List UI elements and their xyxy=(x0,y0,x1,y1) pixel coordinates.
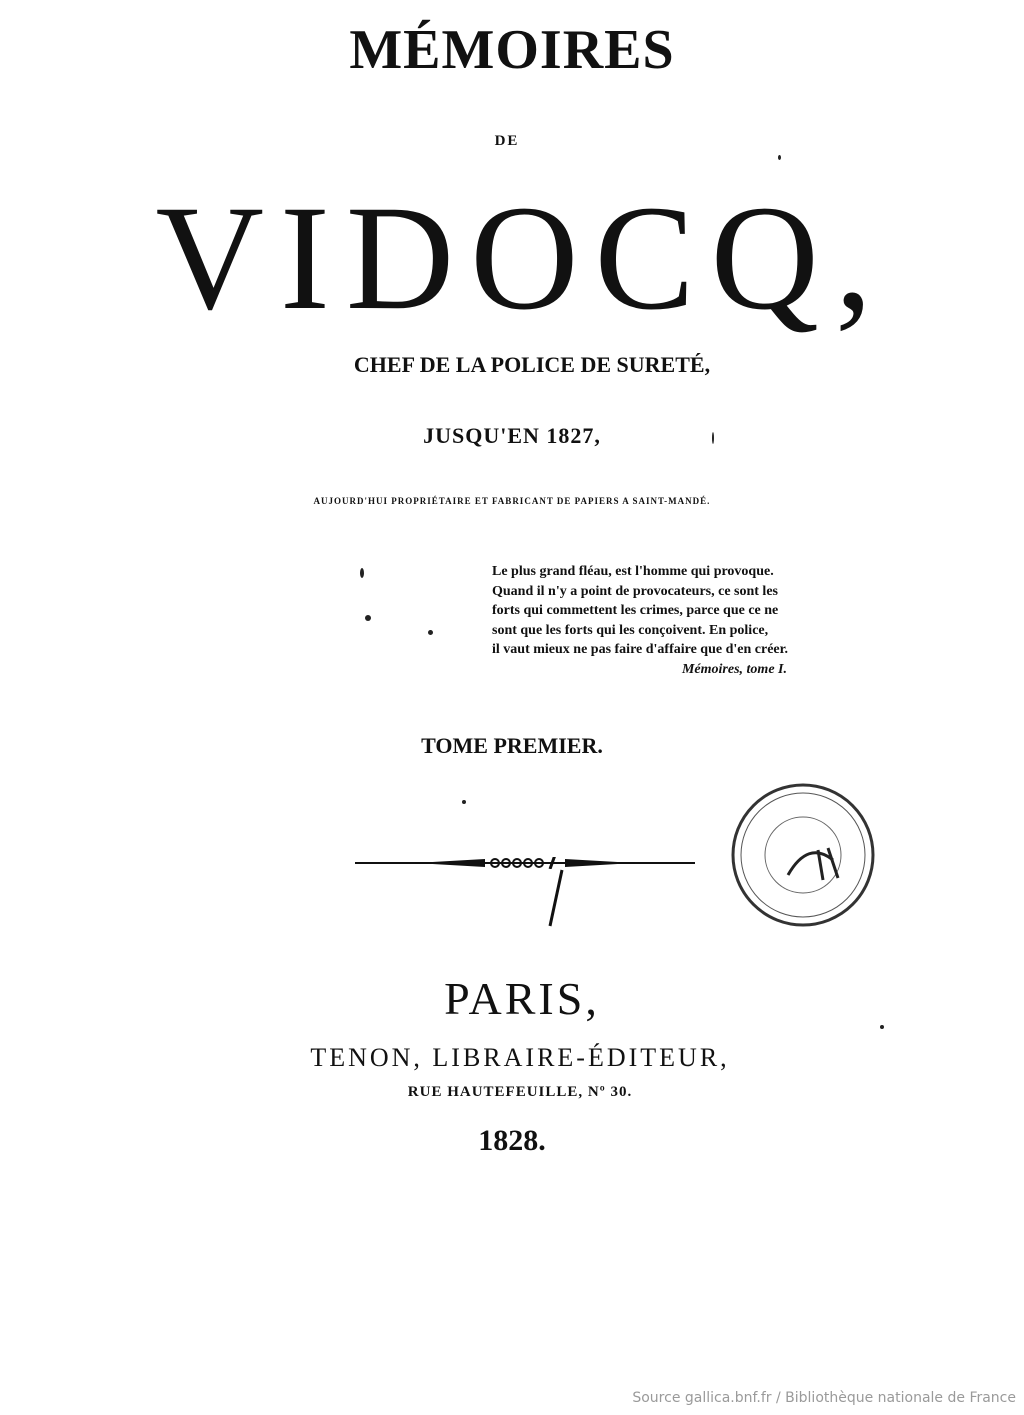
publisher-address: RUE HAUTEFEUILLE, Nº 30. xyxy=(407,1084,633,1100)
publisher: TENON, LIBRAIRE-ÉDITEUR, xyxy=(310,1043,730,1072)
library-stamp-icon xyxy=(728,780,878,930)
print-speck xyxy=(360,568,364,578)
publication-year: 1828. xyxy=(478,1124,546,1157)
book-title: MÉMOIRES xyxy=(349,19,675,81)
print-speck xyxy=(880,1025,884,1029)
epigraph-line: sont que les forts qui les conçoivent. En police, xyxy=(492,622,769,638)
print-speck xyxy=(712,432,714,444)
current-occupation: AUJOURD'HUI PROPRIÉTAIRE ET FABRICANT DE PAPIERS A SAINT-MANDÉ. xyxy=(313,496,711,506)
volume-label: TOME PREMIER. xyxy=(421,733,603,758)
ornament-rule xyxy=(355,857,695,869)
epigraph-attribution xyxy=(492,660,862,680)
epigraph-line: il vaut mieux ne pas faire d'affaire que d'en créer. xyxy=(492,642,789,657)
publication-city: PARIS, xyxy=(444,973,600,1024)
author-subtitle: CHEF DE LA POLICE DE SURETÉ, xyxy=(353,352,711,377)
source-credit: Source gallica.bnf.fr / Bibliothèque nationale de France xyxy=(632,1390,1016,1406)
epigraph-line: Quand il n'y a point de provocateurs, ce sont les xyxy=(492,583,778,599)
print-speck xyxy=(428,630,433,635)
print-speck xyxy=(462,800,466,804)
epigraph-source-volume: tome I. xyxy=(746,661,787,677)
epigraph xyxy=(492,562,862,679)
title-preposition: DE xyxy=(494,133,520,149)
author-name: VIDOCQ, xyxy=(155,175,889,341)
epigraph-line: forts qui commettent les crimes, parce que ce ne xyxy=(492,603,779,618)
pen-mark xyxy=(540,868,570,928)
print-speck xyxy=(365,615,371,621)
epigraph-line: Le plus grand fléau, est l'homme qui provoque. xyxy=(492,564,774,579)
epigraph-source-title: Mémoires, xyxy=(681,661,744,677)
service-period: JUSQU'EN 1827, xyxy=(423,423,601,448)
print-speck xyxy=(778,155,781,160)
